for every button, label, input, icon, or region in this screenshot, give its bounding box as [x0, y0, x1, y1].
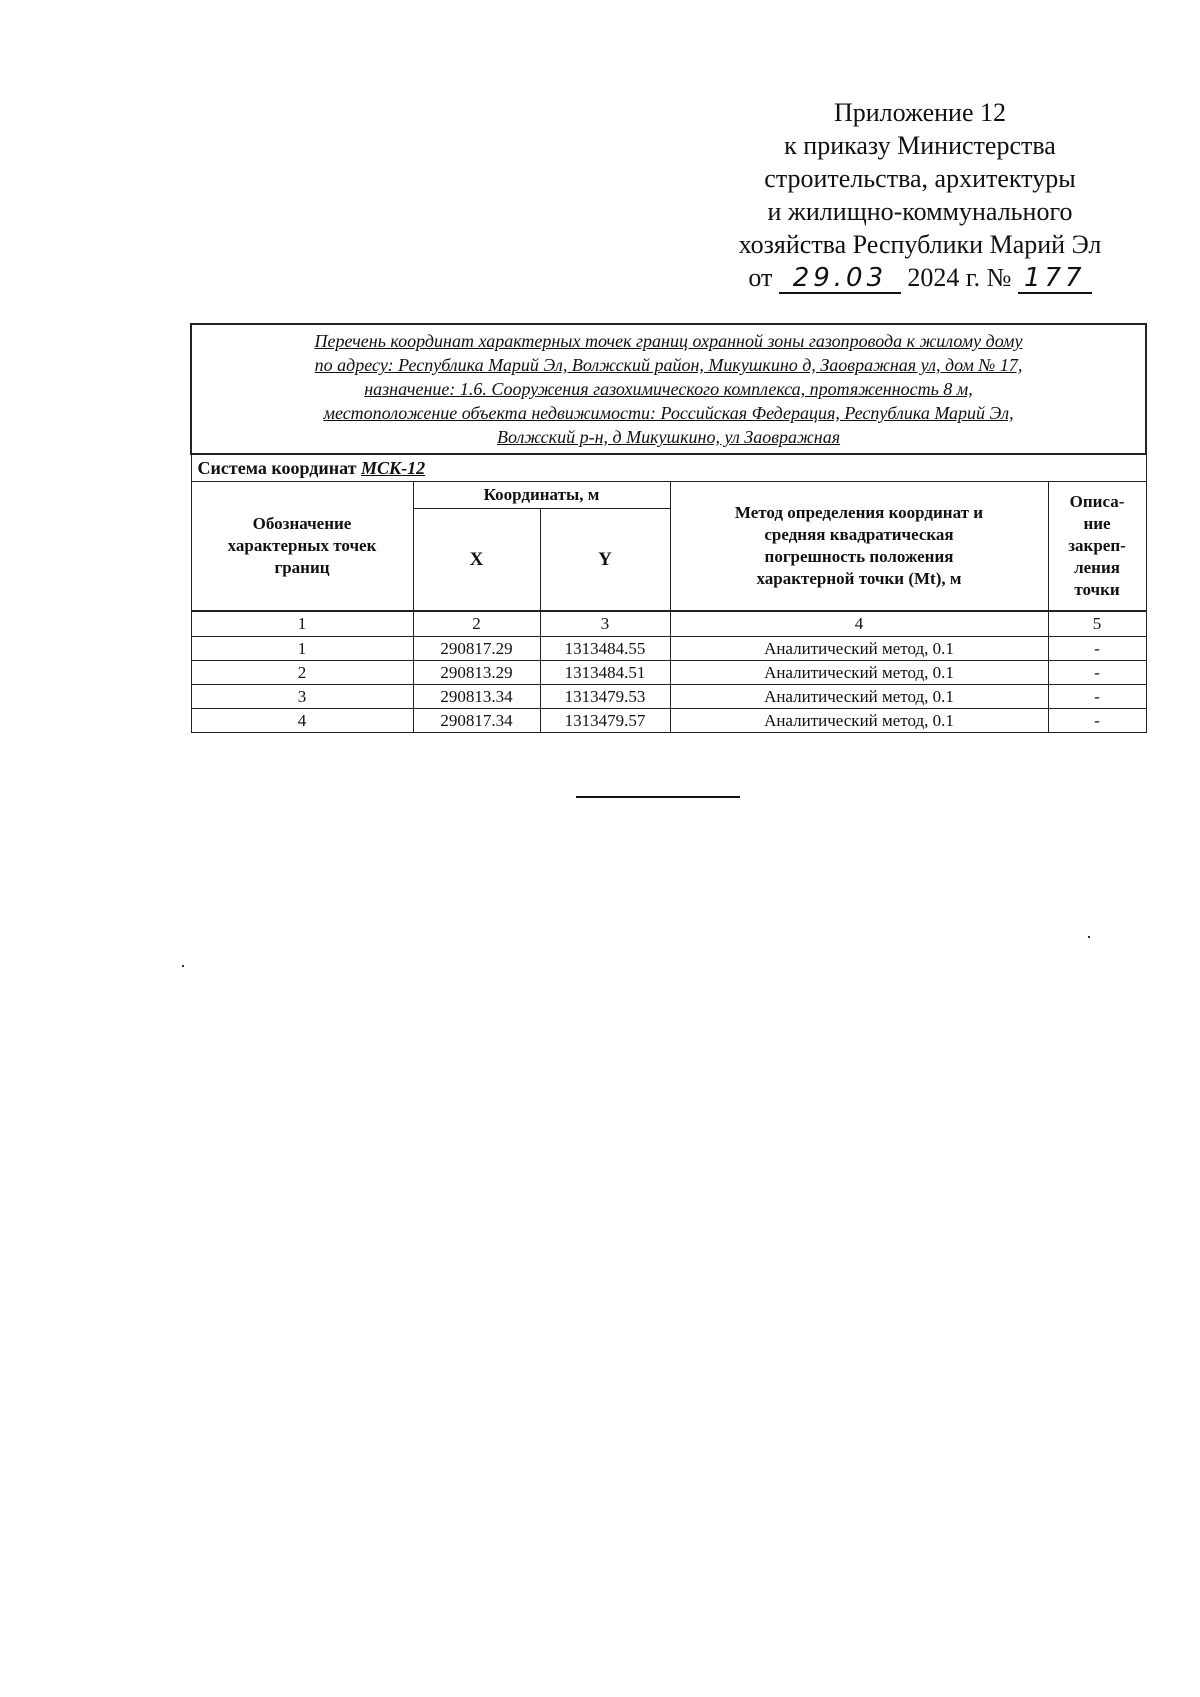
- appendix-line: хозяйства Республики Марий Эл: [738, 230, 1102, 259]
- cell-point: 4: [191, 709, 413, 733]
- title-line: назначение: 1.6. Сооружения газохимического комплекса, протяженность 8 м,: [364, 379, 973, 399]
- cell-x: 290813.34: [413, 685, 540, 709]
- appendix-line: строительства, архитектуры: [764, 164, 1076, 193]
- column-number: 2: [413, 611, 540, 637]
- cell-y: 1313484.55: [540, 637, 670, 661]
- cell-x: 290817.34: [413, 709, 540, 733]
- header-desc-line: Описа-: [1069, 492, 1125, 511]
- header-method-line: Метод определения координат и: [734, 503, 984, 522]
- scan-speck: [182, 965, 184, 967]
- year-text: 2024 г. №: [907, 263, 1012, 292]
- header-points-line: характерных точек: [227, 536, 377, 555]
- cell-point: 3: [191, 685, 413, 709]
- column-number: 5: [1048, 611, 1146, 637]
- table-row: [191, 685, 1146, 709]
- header-coordinates: Координаты, м: [413, 482, 670, 509]
- column-numbers-row: [191, 611, 1146, 637]
- header-description: [1048, 482, 1146, 612]
- coordinates-table: [190, 323, 1147, 733]
- cell-y: 1313479.57: [540, 709, 670, 733]
- cell-x: 290813.29: [413, 661, 540, 685]
- table-row: [191, 637, 1146, 661]
- scan-speck: [1088, 936, 1090, 938]
- coordinate-system-label: Система координат: [197, 457, 357, 478]
- cell-y: 1313484.51: [540, 661, 670, 685]
- header-desc-line: закреп-: [1068, 536, 1126, 555]
- cell-desc: -: [1048, 709, 1146, 733]
- cell-point: 1: [191, 637, 413, 661]
- header-desc-line: ления: [1074, 558, 1120, 577]
- table-row: [191, 709, 1146, 733]
- title-line: местоположение объекта недвижимости: Российская Федерация, Республика Марий Эл,: [323, 403, 1014, 423]
- date-prefix: от: [748, 263, 773, 292]
- cell-x: 290817.29: [413, 637, 540, 661]
- header-method-line: характерной точки (Mt), м: [756, 569, 962, 588]
- header-points: [191, 482, 413, 612]
- appendix-line: и жилищно-коммунального: [767, 197, 1073, 226]
- title-line: Волжский р-н, д Микушкино, ул Заовражная: [496, 427, 841, 447]
- cell-point: 2: [191, 661, 413, 685]
- cell-method: Аналитический метод, 0.1: [670, 661, 1048, 685]
- table-title: [191, 324, 1146, 454]
- title-line: Перечень координат характерных точек границ охранной зоны газопровода к жилому дому: [314, 331, 1023, 351]
- cell-method: Аналитический метод, 0.1: [670, 709, 1048, 733]
- table-row: [191, 661, 1146, 685]
- column-number: 3: [540, 611, 670, 637]
- appendix-line: Приложение 12: [833, 98, 1007, 127]
- cell-desc: -: [1048, 685, 1146, 709]
- header-method-line: средняя квадратическая: [764, 525, 954, 544]
- column-number: 4: [670, 611, 1048, 637]
- cell-method: Аналитический метод, 0.1: [670, 685, 1048, 709]
- handwritten-date: 29.03: [779, 264, 901, 294]
- coordinate-system: [191, 454, 1146, 482]
- end-separator-line: [576, 796, 740, 798]
- header-points-line: границ: [274, 558, 330, 577]
- header-points-line: Обозначение: [252, 514, 352, 533]
- appendix-header: [690, 96, 1150, 294]
- header-x: X: [413, 509, 540, 612]
- column-number: 1: [191, 611, 413, 637]
- cell-desc: -: [1048, 661, 1146, 685]
- title-line: по адресу: Республика Марий Эл, Волжский район, Микушкино д, Заовражная ул, дом № 17,: [314, 355, 1023, 375]
- cell-desc: -: [1048, 637, 1146, 661]
- header-desc-line: точки: [1074, 580, 1120, 599]
- order-date-line: [690, 261, 1150, 294]
- appendix-line: к приказу Министерства: [784, 131, 1056, 160]
- cell-method: Аналитический метод, 0.1: [670, 637, 1048, 661]
- cell-y: 1313479.53: [540, 685, 670, 709]
- header-method-line: погрешность положения: [764, 547, 954, 566]
- header-y: Y: [540, 509, 670, 612]
- coordinate-system-value: МСК-12: [360, 457, 426, 478]
- handwritten-order-number: 177: [1018, 264, 1092, 294]
- header-desc-line: ние: [1083, 514, 1111, 533]
- header-method: [670, 482, 1048, 612]
